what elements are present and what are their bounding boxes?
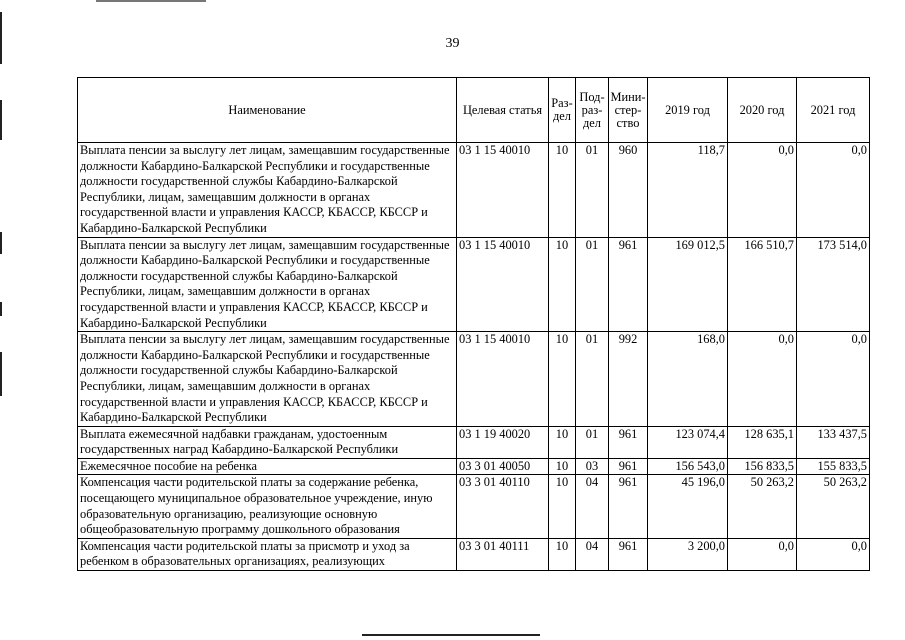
row-subsection: 01 xyxy=(576,332,609,427)
header-target-article: Целевая статья xyxy=(457,78,549,143)
row-target-article: 03 3 01 40111 xyxy=(457,538,549,570)
row-value-2021: 0,0 xyxy=(797,332,870,427)
row-name: Компенсация части родительской платы за присмотр и уход за ребенком в образовательных организациях, реализующих xyxy=(78,538,457,570)
footer-rule xyxy=(362,634,540,636)
header-2019: 2019 год xyxy=(648,78,728,143)
row-value-2020: 50 263,2 xyxy=(728,475,797,538)
scan-edge-mark xyxy=(0,352,2,396)
row-name: Выплата пенсии за выслугу лет лицам, замещавшим государственные должности Кабардино-Балкарской Республики и государственные должности государственной службы Кабардино-Балкарской Республики, лицам, замещавшим должности в органах государственной власти и управления КАССР, КБАССР, КБССР и Кабардино-Балкарской Республики xyxy=(78,237,457,332)
table-header-row xyxy=(78,78,870,143)
table-row xyxy=(78,538,870,570)
row-name: Ежемесячное пособие на ребенка xyxy=(78,458,457,475)
header-2021: 2021 год xyxy=(797,78,870,143)
row-ministry: 961 xyxy=(609,458,648,475)
page-number: 39 xyxy=(445,36,460,51)
row-value-2019: 118,7 xyxy=(648,143,728,238)
row-value-2019: 168,0 xyxy=(648,332,728,427)
row-ministry: 961 xyxy=(609,237,648,332)
row-value-2019: 169 012,5 xyxy=(648,237,728,332)
row-target-article: 03 1 15 40010 xyxy=(457,143,549,238)
row-section: 10 xyxy=(549,143,576,238)
scan-edge-mark xyxy=(0,100,2,140)
header-2020: 2020 год xyxy=(728,78,797,143)
row-value-2020: 0,0 xyxy=(728,332,797,427)
row-subsection: 03 xyxy=(576,458,609,475)
row-ministry: 960 xyxy=(609,143,648,238)
header-subsection: Под-раз-дел xyxy=(576,78,609,143)
row-value-2019: 156 543,0 xyxy=(648,458,728,475)
row-name: Выплата пенсии за выслугу лет лицам, замещавшим государственные должности Кабардино-Балкарской Республики и государственные должности государственной службы Кабардино-Балкарской Республики, лицам, замещавшим должности в органах государственной власти и управления КАССР, КБАССР, КБССР и Кабардино-Балкарской Республики xyxy=(78,332,457,427)
row-value-2019: 45 196,0 xyxy=(648,475,728,538)
table-row xyxy=(78,475,870,538)
row-section: 10 xyxy=(549,475,576,538)
row-subsection: 01 xyxy=(576,237,609,332)
table-row xyxy=(78,143,870,238)
row-value-2021: 133 437,5 xyxy=(797,426,870,458)
row-subsection: 04 xyxy=(576,538,609,570)
row-ministry: 961 xyxy=(609,475,648,538)
row-subsection: 01 xyxy=(576,143,609,238)
row-subsection: 01 xyxy=(576,426,609,458)
row-section: 10 xyxy=(549,426,576,458)
row-section: 10 xyxy=(549,237,576,332)
row-value-2020: 128 635,1 xyxy=(728,426,797,458)
row-name: Выплата пенсии за выслугу лет лицам, замещавшим государственные должности Кабардино-Балкарской Республики и государственные должности государственной службы Кабардино-Балкарской Республики, лицам, замещавшим должности в органах государственной власти и управления КАССР, КБАССР, КБССР и Кабардино-Балкарской Республики xyxy=(78,143,457,238)
row-value-2019: 3 200,0 xyxy=(648,538,728,570)
header-name: Наименование xyxy=(78,78,457,143)
scan-top-mark xyxy=(96,0,206,2)
table-row xyxy=(78,237,870,332)
row-name: Компенсация части родительской платы за содержание ребенка, посещающего муниципальное образовательное учреждение, иную образовательную организацию, реализующие основную общеобразовательную программу дошкольного образования xyxy=(78,475,457,538)
row-value-2020: 0,0 xyxy=(728,143,797,238)
row-value-2021: 155 833,5 xyxy=(797,458,870,475)
table-row xyxy=(78,458,870,475)
row-section: 10 xyxy=(549,538,576,570)
row-value-2021: 0,0 xyxy=(797,143,870,238)
scan-edge-mark xyxy=(0,302,2,316)
row-section: 10 xyxy=(549,458,576,475)
row-section: 10 xyxy=(549,332,576,427)
row-target-article: 03 1 15 40010 xyxy=(457,237,549,332)
budget-table xyxy=(77,77,870,571)
row-ministry: 961 xyxy=(609,538,648,570)
row-value-2020: 0,0 xyxy=(728,538,797,570)
row-target-article: 03 3 01 40050 xyxy=(457,458,549,475)
row-target-article: 03 1 15 40010 xyxy=(457,332,549,427)
row-subsection: 04 xyxy=(576,475,609,538)
header-section: Раз-дел xyxy=(549,78,576,143)
row-name: Выплата ежемесячной надбавки гражданам, удостоенным государственных наград Кабардино-Балкарской Республики xyxy=(78,426,457,458)
row-target-article: 03 3 01 40110 xyxy=(457,475,549,538)
row-value-2019: 123 074,4 xyxy=(648,426,728,458)
row-target-article: 03 1 19 40020 xyxy=(457,426,549,458)
row-value-2020: 156 833,5 xyxy=(728,458,797,475)
table-row xyxy=(78,426,870,458)
row-ministry: 961 xyxy=(609,426,648,458)
row-value-2020: 166 510,7 xyxy=(728,237,797,332)
row-value-2021: 50 263,2 xyxy=(797,475,870,538)
scan-edge-mark xyxy=(0,232,2,254)
header-ministry: Мини-стер-ство xyxy=(609,78,648,143)
row-ministry: 992 xyxy=(609,332,648,427)
row-value-2021: 173 514,0 xyxy=(797,237,870,332)
row-value-2021: 0,0 xyxy=(797,538,870,570)
table-row xyxy=(78,332,870,427)
